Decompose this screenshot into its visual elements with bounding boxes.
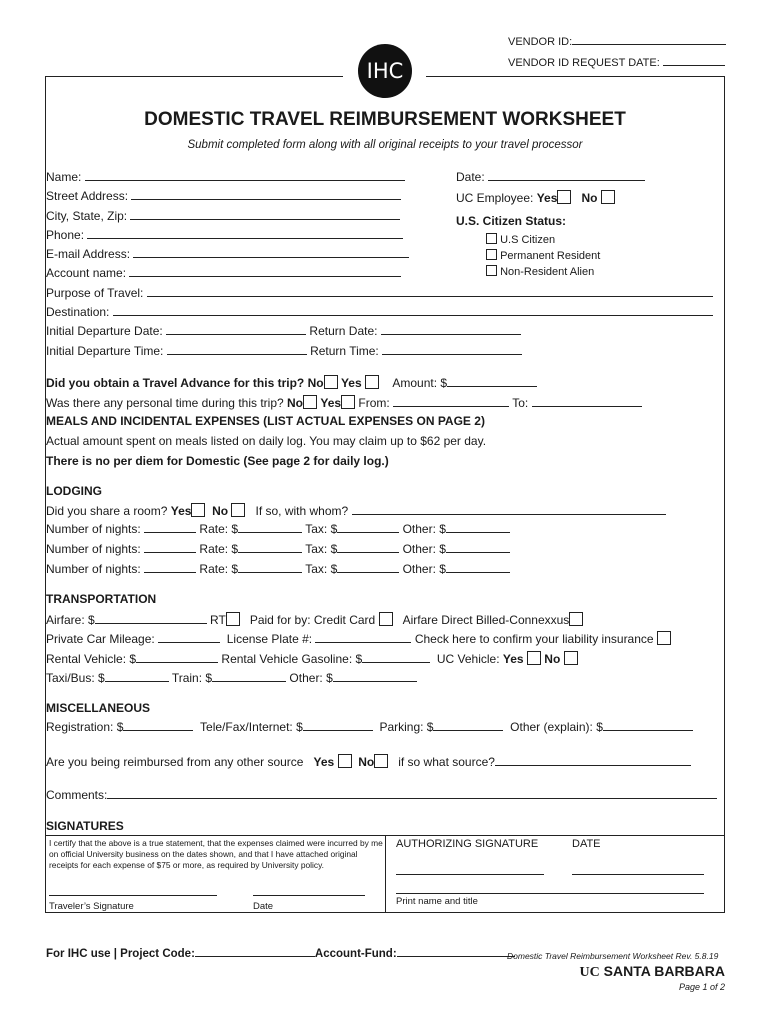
destination-row: Destination:: [46, 305, 713, 319]
non-resident-alien-checkbox[interactable]: [486, 265, 497, 276]
license-plate-field[interactable]: [315, 632, 411, 643]
lodging-row-2: Number of nights: Rate: $ Tax: $ Other: $: [46, 542, 510, 556]
personal-time-row: Was there any personal time during this trip? No Yes From: To:: [46, 395, 642, 410]
print-name-label: Print name and title: [396, 896, 478, 907]
advance-yes-checkbox[interactable]: [365, 375, 379, 389]
mileage-row: Private Car Mileage: License Plate #: Check here to confirm your liability insurance: [46, 631, 671, 646]
meals-line-1: Actual amount spent on meals listed on daily log. You may claim up to $62 per day.: [46, 434, 487, 448]
purpose-row: Purpose of Travel:: [46, 286, 713, 300]
name-field[interactable]: [85, 170, 405, 181]
taxi-row: Taxi/Bus: $ Train: $ Other: $: [46, 671, 417, 685]
account-fund-field[interactable]: [397, 946, 515, 957]
date-row: Date:: [456, 170, 645, 184]
name-row: Name:: [46, 170, 405, 184]
share-room-yes-checkbox[interactable]: [191, 503, 205, 517]
frame-top-right: [426, 76, 725, 77]
ihc-use-row: For IHC use | Project Code: Account-Fund:: [46, 946, 515, 960]
share-room-no-checkbox[interactable]: [231, 503, 245, 517]
parking-field[interactable]: [433, 720, 503, 731]
lodging-tax-field[interactable]: [337, 522, 399, 533]
personal-time-yes-checkbox[interactable]: [341, 395, 355, 409]
page-subtitle: Submit completed form along with all original receipts to your travel processor: [187, 139, 583, 151]
us-citizen-checkbox[interactable]: [486, 233, 497, 244]
permanent-resident-checkbox[interactable]: [486, 249, 497, 260]
page-number: Page 1 of 2: [678, 982, 725, 992]
personal-time-to-field[interactable]: [532, 396, 642, 407]
citizen-option-nonresident: Non-Resident Alien: [486, 265, 594, 278]
transportation-heading: TRANSPORTATION: [46, 592, 157, 606]
traveler-date-label: Date: [253, 901, 274, 912]
lodging-tax-field[interactable]: [337, 562, 399, 573]
lodging-nights-field[interactable]: [144, 522, 196, 533]
lodging-other-field[interactable]: [446, 522, 510, 533]
misc-row: Registration: $ Tele/Fax/Internet: $ Parking: $ Other (explain): $: [46, 720, 693, 734]
uc-employee-yes-checkbox[interactable]: [557, 190, 571, 204]
rental-vehicle-field[interactable]: [136, 652, 218, 663]
destination-field[interactable]: [113, 305, 713, 316]
uc-vehicle-no-checkbox[interactable]: [564, 651, 578, 665]
lodging-rate-field[interactable]: [238, 562, 302, 573]
ihc-logo: IHC: [358, 44, 412, 98]
personal-time-from-field[interactable]: [393, 396, 509, 407]
phone-row: Phone:: [46, 228, 403, 242]
comments-row: Comments:: [46, 788, 717, 802]
lodging-nights-field[interactable]: [144, 562, 196, 573]
mileage-field[interactable]: [158, 632, 220, 643]
email-row: E-mail Address:: [46, 247, 409, 261]
citizen-option-us: U.S Citizen: [486, 233, 555, 246]
citizen-status-label: U.S. Citizen Status:: [456, 214, 567, 228]
purpose-field[interactable]: [147, 286, 713, 297]
uc-employee-no-checkbox[interactable]: [601, 190, 615, 204]
departure-date-field[interactable]: [166, 324, 306, 335]
lodging-row-1: Number of nights: Rate: $ Tax: $ Other: $: [46, 522, 510, 536]
train-field[interactable]: [212, 671, 286, 682]
reimbursed-yes-checkbox[interactable]: [338, 754, 352, 768]
transport-other-field[interactable]: [333, 671, 417, 682]
reimbursed-no-checkbox[interactable]: [374, 754, 388, 768]
other-source-field[interactable]: [495, 755, 691, 766]
rt-checkbox[interactable]: [226, 612, 240, 626]
uc-vehicle-yes-checkbox[interactable]: [527, 651, 541, 665]
departure-date-row: Initial Departure Date: Return Date:: [46, 324, 521, 338]
print-name-line[interactable]: [396, 893, 704, 894]
traveler-signature-line[interactable]: [49, 895, 217, 896]
vendor-id-label: VENDOR ID:: [508, 34, 726, 48]
lodging-other-field[interactable]: [446, 562, 510, 573]
lodging-tax-field[interactable]: [337, 542, 399, 553]
registration-field[interactable]: [123, 720, 193, 731]
airfare-row: Airfare: $ RT Paid for by: Credit Card Airfare Direct Billed-Connexxus: [46, 612, 583, 627]
traveler-date-line[interactable]: [253, 895, 365, 896]
telefax-field[interactable]: [303, 720, 373, 731]
share-with-whom-field[interactable]: [352, 504, 666, 515]
lodging-other-field[interactable]: [446, 542, 510, 553]
city-field[interactable]: [130, 209, 400, 220]
uc-santa-barbara-logo: UC SANTA BARBARA: [579, 963, 725, 980]
taxi-field[interactable]: [105, 671, 169, 682]
lodging-heading: LODGING: [46, 484, 102, 498]
vendor-id-field[interactable]: [572, 34, 726, 45]
frame-top-left: [45, 76, 343, 77]
lodging-rate-field[interactable]: [238, 542, 302, 553]
page-title: DOMESTIC TRAVEL REIMBURSEMENT WORKSHEET: [144, 109, 626, 130]
traveler-signature-label: Traveler’s Signature: [49, 901, 134, 912]
authorizing-signature-label: AUTHORIZING SIGNATURE: [396, 838, 539, 850]
liability-insurance-checkbox[interactable]: [657, 631, 671, 645]
departure-time-row: Initial Departure Time: Return Time:: [46, 344, 522, 358]
advance-no-checkbox[interactable]: [324, 375, 338, 389]
authorizing-date-line[interactable]: [572, 874, 704, 875]
lodging-nights-field[interactable]: [144, 542, 196, 553]
email-field[interactable]: [133, 247, 409, 258]
project-code-field[interactable]: [195, 946, 315, 957]
revision-label: Domestic Travel Reimbursement Worksheet Rev. 5.8.19: [507, 951, 719, 961]
misc-other-field[interactable]: [603, 720, 693, 731]
authorizing-date-label: DATE: [572, 838, 601, 850]
return-time-field[interactable]: [382, 344, 522, 355]
advance-row: Did you obtain a Travel Advance for this trip? No Yes Amount: $: [46, 375, 537, 390]
meals-line-2: There is no per diem for Domestic (See page 2 for daily log.): [46, 454, 389, 468]
comments-field[interactable]: [107, 788, 717, 799]
direct-billed-checkbox[interactable]: [569, 612, 583, 626]
return-date-field[interactable]: [381, 324, 521, 335]
account-row: Account name:: [46, 266, 401, 280]
city-row: City, State, Zip:: [46, 209, 400, 223]
lodging-rate-field[interactable]: [238, 522, 302, 533]
date-field[interactable]: [488, 170, 645, 181]
citizen-option-permanent: Permanent Resident: [486, 249, 600, 262]
rental-row: Rental Vehicle: $ Rental Vehicle Gasoline: $ UC Vehicle: Yes No: [46, 651, 578, 666]
misc-heading: MISCELLANEOUS: [46, 701, 151, 715]
advance-amount-field[interactable]: [447, 376, 537, 387]
certification-text: I certify that the above is a true statement, that the expenses claimed were incurred by me on official University business on the dates shown, and that I have attached original receipts for each expense of $75 or more, as required by University policy.: [49, 838, 383, 870]
authorizing-signature-line[interactable]: [396, 874, 544, 875]
departure-time-field[interactable]: [167, 344, 307, 355]
uc-employee-row: UC Employee: Yes No: [456, 190, 615, 205]
account-field[interactable]: [129, 266, 401, 277]
personal-time-no-checkbox[interactable]: [303, 395, 317, 409]
reimbursed-row: Are you being reimbursed from any other source Yes No if so what source?: [46, 754, 691, 769]
lodging-row-3: Number of nights: Rate: $ Tax: $ Other: $: [46, 562, 510, 576]
phone-field[interactable]: [87, 228, 403, 239]
vendor-id-request-date-label: VENDOR ID REQUEST DATE:: [508, 55, 725, 69]
vendor-id-request-date-field[interactable]: [663, 55, 725, 66]
lodging-share-row: Did you share a room? Yes No If so, with whom?: [46, 503, 666, 518]
meals-heading: MEALS AND INCIDENTAL EXPENSES (LIST ACTUAL EXPENSES ON PAGE 2): [46, 414, 485, 428]
signatures-heading: SIGNATURES: [46, 819, 124, 833]
rental-gasoline-field[interactable]: [362, 652, 430, 663]
street-field[interactable]: [131, 189, 401, 200]
street-row: Street Address:: [46, 189, 401, 203]
airfare-field[interactable]: [95, 613, 207, 624]
credit-card-checkbox[interactable]: [379, 612, 393, 626]
